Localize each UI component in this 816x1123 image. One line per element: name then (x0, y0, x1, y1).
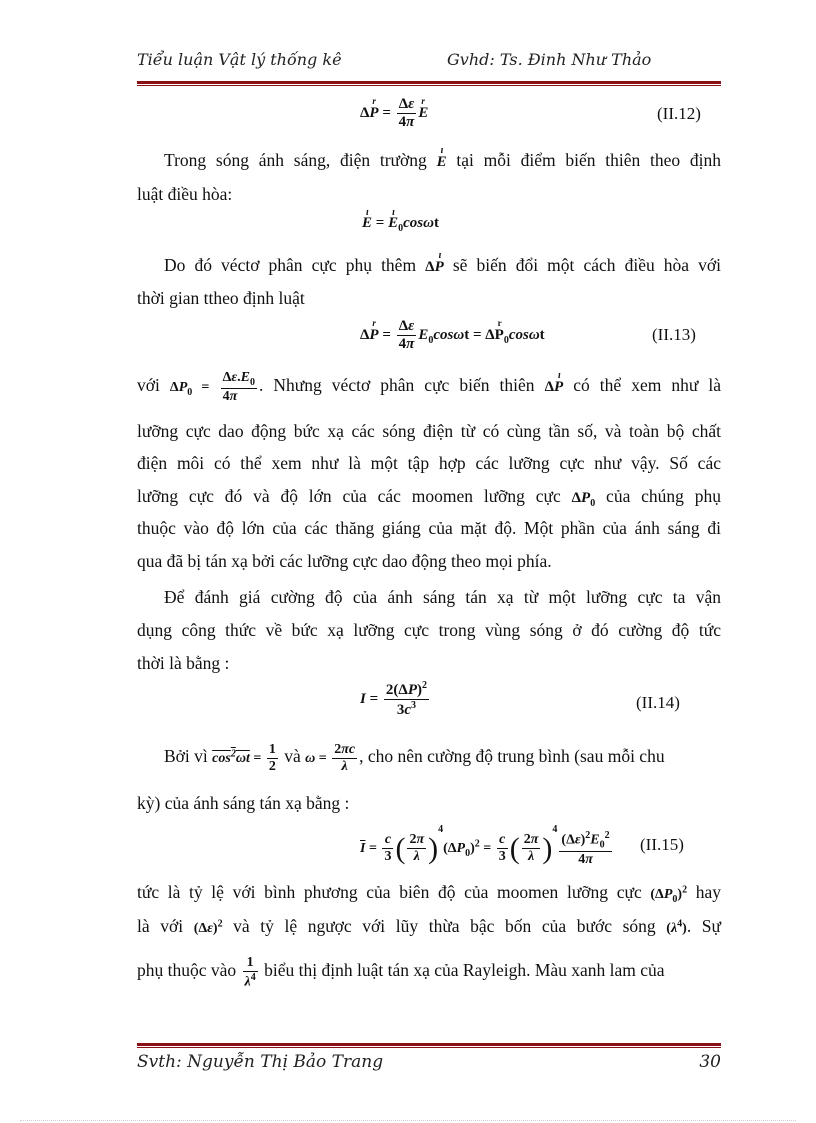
math-inline: $(\Delta P_0)^2$ (650, 884, 688, 905)
text-line: dụng công thức về bức xạ lưỡng cực trong vùng sóng ở đó cường độ tức (137, 620, 721, 640)
equation-ii-14: I = $\frac{2(\Delta P)^2}{3c^3}$ (360, 680, 427, 719)
text-line: là với $(\Delta\varepsilon)^2$ và tỷ lệ ngược với lũy thừa bậc bốn của bước sóng $(\lambda^4)$. Sự (137, 916, 722, 936)
math-inline: $\frac{1}{\lambda^4}$ (244, 955, 256, 990)
equation-ii-15: $\overline{I}$ = $\frac{c}{3}$ ( $\frac{2\pi}{\lambda}$ )$^4(\Delta P_0)^2$ = $\frac{c}{3}$ ( $\frac{2\pi}{\lambda}$ )$^4$ $\frac{(\Delta\varepsilon)^2E_0^2}{4\pi}$ (360, 824, 610, 867)
text-line: điện môi có thể xem như là một tập hợp các lưỡng cực như vậy. Số các (137, 453, 721, 473)
math-inline: Δı P (425, 259, 444, 275)
math-inline: ı E (437, 153, 447, 171)
footer-author: Svth: Nguyễn Thị Bảo Trang (137, 1052, 384, 1072)
text-line: kỳ) của ánh sáng tán xạ bằng : (137, 793, 350, 813)
page-footer (137, 1052, 721, 1078)
equation-number: (II.12) (657, 104, 701, 123)
text-line: Do đó véctơ phân cực phụ thêm Δı P sẽ biến đổi một cách điều hòa với (137, 255, 721, 276)
text-line: Trong sóng ánh sáng, điện trường ı E tại mỗi điểm biến thiên theo định (137, 150, 721, 171)
text-line: qua đã bị tán xạ bởi các lưỡng cực dao động theo mọi phía. (137, 551, 552, 571)
math-inline: $(\lambda^4)$ (666, 918, 687, 936)
math-inline: ω = $\frac{2\pi c}{\lambda}$ (305, 742, 356, 775)
page-edge-divider (20, 1120, 796, 1121)
math-inline: Δı P (545, 379, 564, 395)
equation-number: (II.15) (640, 835, 684, 854)
text-line: thuộc vào độ lớn của các thăng giáng của mặt độ. Một phần của ánh sáng đi (137, 518, 721, 538)
header-title: Tiểu luận Vật lý thống kê (137, 50, 342, 69)
page-header (137, 50, 721, 74)
footer-rule (137, 1043, 721, 1048)
text-line: thời gian ttheo định luật (137, 288, 305, 308)
text-line: luật điều hòa: (137, 184, 233, 204)
text-line: phụ thuộc vào $\frac{1}{\lambda^4}$ biểu thị định luật tán xạ của Rayleigh. Màu xanh lam của (137, 955, 665, 990)
text-line: lưỡng cực đó và độ lớn của các moomen lưỡng cực $\Delta P_0$ của chúng phụ (137, 486, 722, 509)
equation-field: ı E = ı $E_0\cos\omega t$ (362, 215, 439, 234)
text-line: với $\Delta P_0$ = $\frac{\Delta\varepsilon.E_0}{4\pi}$ . Nhưng véctơ phân cực biến thiên Δı P có thể xem như là (137, 370, 721, 405)
math-inline: $(\Delta\varepsilon)^2$ (193, 918, 223, 936)
text-line: tức là tỷ lệ với bình phương của biên độ của moomen lưỡng cực $(\Delta P_0)^2$ hay (137, 882, 722, 905)
header-rule (137, 81, 721, 86)
text-line: lưỡng cực dao động bức xạ các sóng điện từ có cùng tần số, và toàn bộ chất (137, 421, 721, 441)
equation-number: (II.13) (652, 325, 696, 344)
text-line: thời là bằng : (137, 653, 230, 673)
math-inline: $\Delta P_0$ = $\frac{\Delta\varepsilon.E_0}{4\pi}$ (169, 370, 255, 405)
equation-ii-12: Δr P = $\frac{\Delta\varepsilon}{4\pi}$ r E (360, 96, 428, 132)
math-inline: $\cos^2\omega t$ = $\frac{1}{2}$ (212, 742, 276, 775)
text-line: Bởi vì $\cos^2\omega t$ = $\frac{1}{2}$ và ω = $\frac{2\pi c}{\lambda}$ , cho nên cường độ trung bình (sau mỗi chu (164, 742, 665, 775)
equation-ii-13: Δr P = $\frac{\Delta\varepsilon}{4\pi}$ $E_0\cos\omega t = \Delta r$ $P_0\cos\omega t$ (360, 318, 545, 354)
page-number: 30 (699, 1052, 721, 1072)
text-line: Để đánh giá cường độ của ánh sáng tán xạ từ một lưỡng cực ta vận (164, 587, 721, 607)
math-inline: $\Delta P_0$ (571, 490, 596, 509)
header-advisor: Gvhd: Ts. Đinh Như Thảo (447, 50, 652, 69)
equation-number: (II.14) (636, 693, 680, 712)
